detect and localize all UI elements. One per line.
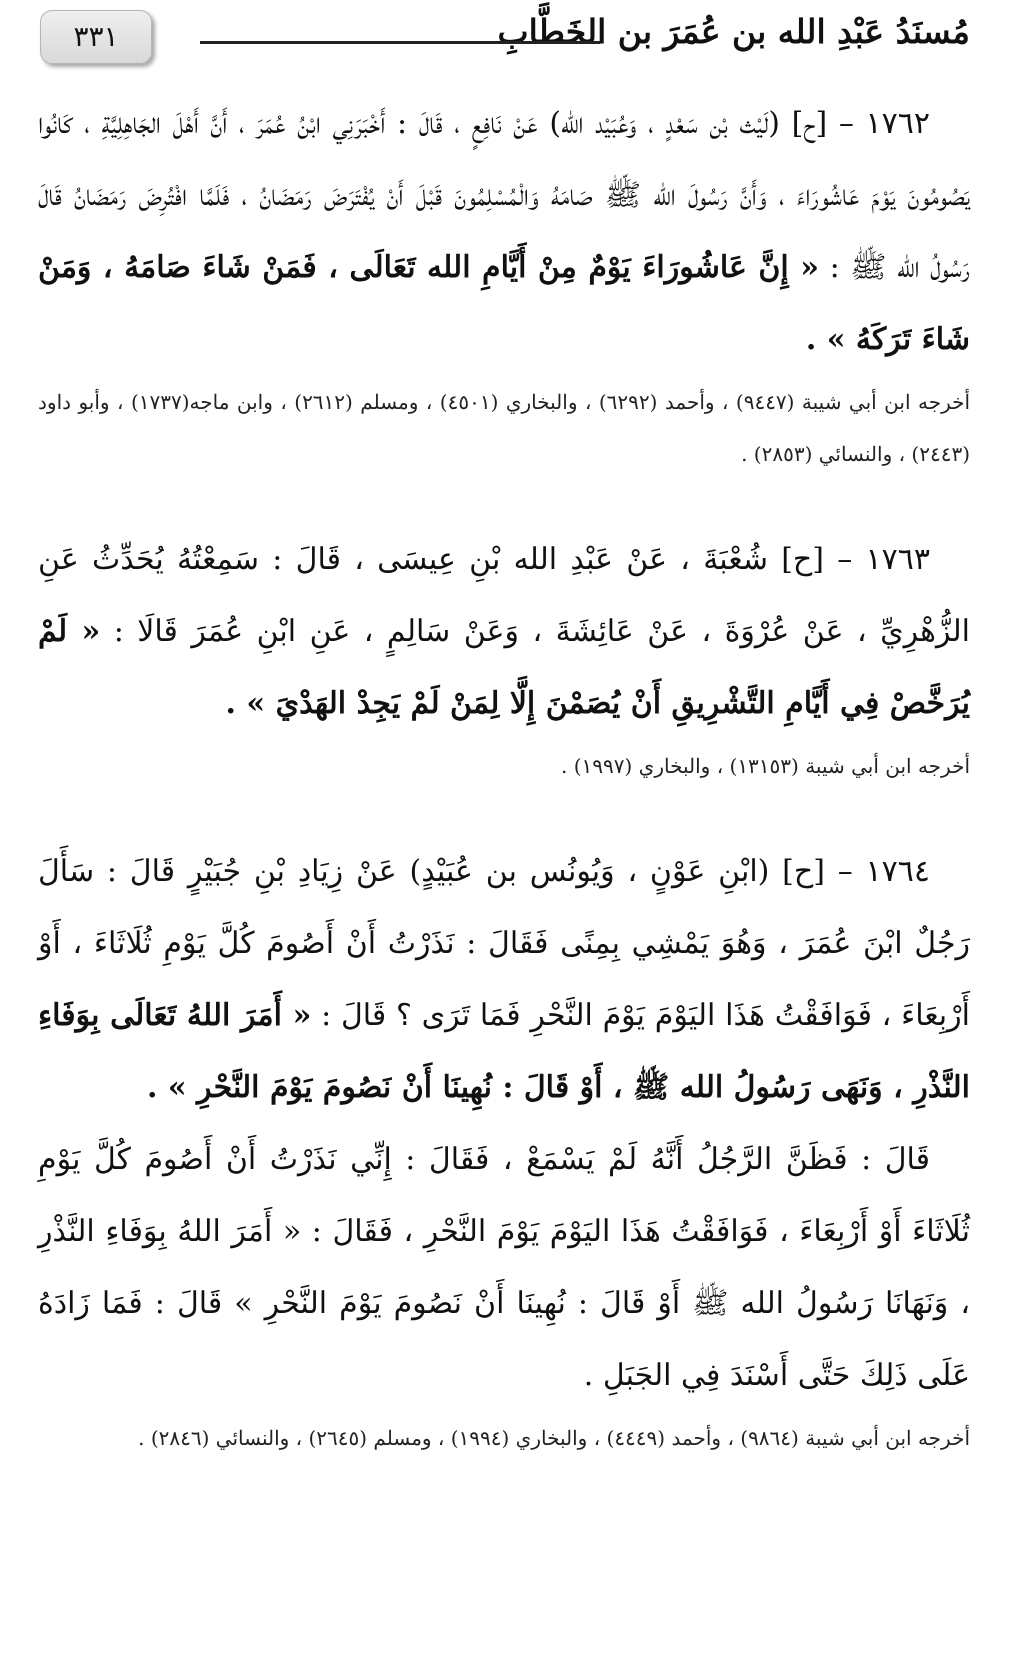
takhrij-note: أخرجه ابن أبي شيبة (١٣١٥٣) ، والبخاري (١٩٩٧) . [561, 754, 970, 778]
hadith-number: ١٧٦٣ [865, 542, 930, 577]
spacer [38, 494, 970, 524]
takhrij-note: أخرجه ابن أبي شيبة (٩٨٦٤) ، وأحمد (٤٤٤٩) ، والبخاري (١٩٩٤) ، ومسلم (٢٦٤٥) ، والنسائي (٢٨٤٦) . [138, 1426, 970, 1450]
hadith-entry [38, 88, 970, 376]
page-number: ٣٣١ [40, 10, 152, 64]
header-rule [200, 41, 600, 44]
hadith-text: – [ح] شُعْبَةَ ، عَنْ عَبْدِ الله بْنِ عِيسَى ، قَالَ : سَمِعْتُهُ يُحَدِّثُ عَنِ الزُّهْرِيِّ ، عَنْ عُرْوَةَ ، عَنْ عَائِشَةَ ، وَعَنْ سَالِمٍ ، عَنِ ابْنِ عُمَرَ قَالَا : [38, 542, 970, 649]
hadith-quote: « لَمْ يُرَخَّصْ فِي أَيَّامِ التَّشْرِيقِ أَنْ يُصَمْنَ إِلَّا لِمَنْ لَمْ يَجِدْ الهَدْيَ » . [38, 614, 970, 721]
hadith-number: ١٧٦٢ [865, 106, 930, 141]
page-content [38, 88, 970, 1478]
spacer [38, 806, 970, 836]
hadith-quote: « أَمَرَ اللهُ تَعَالَى بِوَفَاءِ النَّذْرِ ، وَنَهَى رَسُولُ الله ﷺ ، أَوْ قَالَ : نُهِينَا أَنْ نَصُومَ يَوْمَ النَّحْرِ » . [38, 998, 970, 1105]
hadith-continuation: قَالَ : فَظَنَّ الرَّجُلُ أَنَّهُ لَمْ يَسْمَعْ ، فَقَالَ : إِنِّي نَذَرْتُ أَنْ أَصُومَ كُلَّ يَوْمِ ثُلَاثَاءَ أَوْ أَرْبِعَاءَ ، فَوَافَقْتُ هَذَا اليَوْمَ يَوْمَ النَّحْرِ ، فَقَالَ : « أَمَرَ اللهُ بِوَفَاءِ النَّذْرِ ، وَنَهَانَا رَسُولُ الله ﷺ أَوْ قَالَ : نُهِينَا أَنْ نَصُومَ يَوْمَ النَّحْرِ » قَالَ : فَمَا زَادَهُ عَلَى ذَلِكَ حَتَّى أَسْنَدَ فِي الجَبَلِ . [38, 1142, 970, 1393]
hadith-text: – [ح] (ابْنِ عَوْنٍ ، وَيُونُس بن عُبَيْدٍ) عَنْ زِيَادِ بْنِ جُبَيْرٍ قَالَ : سَأَلَ رَجُلٌ ابْنَ عُمَرَ ، وَهُوَ يَمْشِي بِمِنًى فَقَالَ : نَذَرْتُ أَنْ أَصُومَ كُلَّ يَوْمِ ثُلَاثَاءَ ، أَوْ أَرْبِعَاءَ ، فَوَافَقْتُ هَذَا اليَوْمَ يَوْمَ النَّحْرِ فَمَا تَرَى ؟ قَالَ : [38, 854, 970, 1033]
hadith-text: – [ح] (لَيْث بْن سَعْدٍ ، وَعُبَيْد الله) عَنْ نَافِعٍ ، قَالَ : أَخْبَرَنِي ابْنُ عُمَرَ ، أَنَّ أَهْلَ الجَاهِلِيَّةِ ، كَانُوا يَصُومُونَ يَوْمَ عَاشُورَاءَ ، وَأَنَّ رَسُولَ الله ﷺ صَامَهُ وَالْمُسْلِمُونَ قَبْلَ أَنْ يُفْتَرَضَ رَمَضَانُ ، فَلَمَّا افْتُرِضَ رَمَضَانُ قَالَ رَسُولُ الله ﷺ : [38, 106, 970, 285]
hadith-quote: « إِنَّ عَاشُورَاءَ يَوْمٌ مِنْ أَيَّامِ الله تَعَالَى ، فَمَنْ شَاءَ صَامَهُ ، وَمَنْ شَاءَ تَرَكَهُ » . [38, 250, 970, 357]
page-header [40, 8, 970, 68]
hadith-entry [38, 524, 970, 740]
takhrij-note: أخرجه ابن أبي شيبة (٩٤٤٧) ، وأحمد (٦٢٩٢) ، والبخاري (٤٥٠١) ، ومسلم (٢٦١٢) ، وابن ماجه(١٧٣٧) ، وأبو داود (٢٤٤٣) ، والنسائي (٢٨٥٣) . [38, 390, 971, 466]
running-title: مُسنَدُ عَبْدِ الله بن عُمَرَ بن الخَطَّابِ [497, 12, 970, 51]
hadith-entry [38, 836, 970, 1124]
hadith-number: ١٧٦٤ [865, 854, 930, 889]
